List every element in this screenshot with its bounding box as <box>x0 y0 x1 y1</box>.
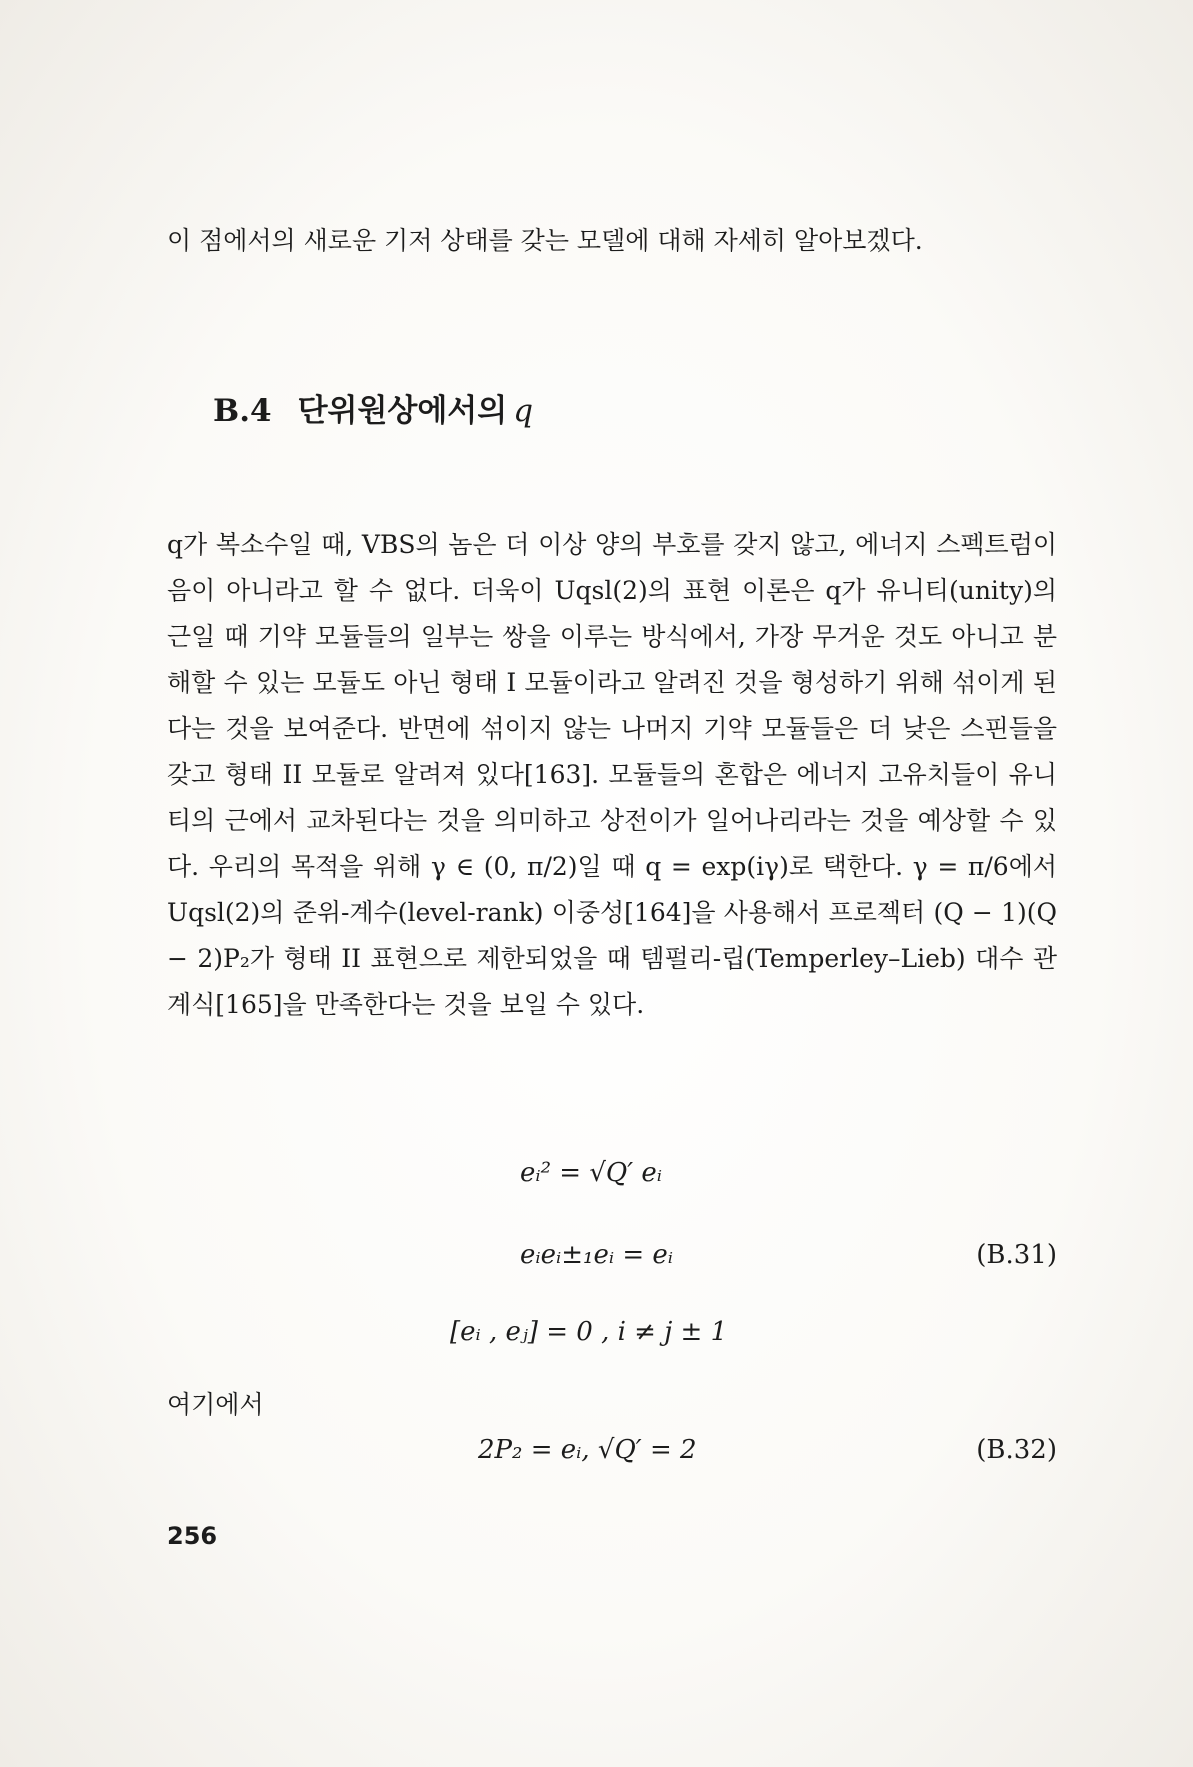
equation-number-b31: (B.31) <box>976 1240 1057 1270</box>
section-variable: q <box>513 393 534 429</box>
section-title: 단위원상에서의 <box>297 393 508 429</box>
equation-b32: 2P₂ = eᵢ, √Q′ = 2 <box>478 1435 697 1465</box>
intro-paragraph: 이 점에서의 새로운 기저 상태를 갖는 모델에 대해 자세히 알아보겠다. <box>167 226 923 255</box>
page-number: 256 <box>167 1522 218 1550</box>
equation-b31-line1: eᵢ² = √Q′ eᵢ <box>520 1158 663 1188</box>
equation-b31-line3: [eᵢ , eⱼ] = 0 , i ≠ j ± 1 <box>450 1317 728 1347</box>
where-label: 여기에서 <box>167 1390 264 1419</box>
equation-number-b32: (B.32) <box>976 1435 1057 1465</box>
body-paragraph: q가 복소수일 때, VBS의 놈은 더 이상 양의 부호를 갖지 않고, 에너지 스펙트럼이 음이 아니라고 할 수 없다. 더욱이 Uqsl(2)의 표현 이론은 q가 유니티(unity)의 근일 때 기약 모듈들의 일부는 쌍을 이루는 방식에서, 가장 무거운 것도 아니고 분해할 수 있는 모듈도 아닌 형태 I 모듈이라고 알려진 것을 형성하기 위해 섞이게 된다는 것을 보여준다. 반면에 섞이지 않는 나머지 기약 모듈들은 더 낮은 스핀들을 갖고 형태 II 모듈로 알려져 있다[163]. 모듈들의 혼합은 에너지 고유치들이 유니티의 근에서 교차된다는 것을 의미하고 상전이가 일어나리라는 것을 예상할 수 있다. 우리의 목적을 위해 γ ∈ (0, π/2)일 때 q = exp(iγ)로 택한다. γ = π/6에서 Uqsl(2)의 준위-계수(level-rank) 이중성[164]을 사용해서 프로젝터 (Q − 1)(Q − 2)P₂가 형태 II 표현으로 제한되었을 때 템펄리-립(Temperley–Lieb) 대수 관계식[165]을 만족한다는 것을 보일 수 있다. <box>167 530 1057 1019</box>
section-heading <box>213 385 533 430</box>
equation-b31-line2: eᵢeᵢ±₁eᵢ = eᵢ <box>520 1240 673 1270</box>
section-number: B.4 <box>213 393 272 429</box>
